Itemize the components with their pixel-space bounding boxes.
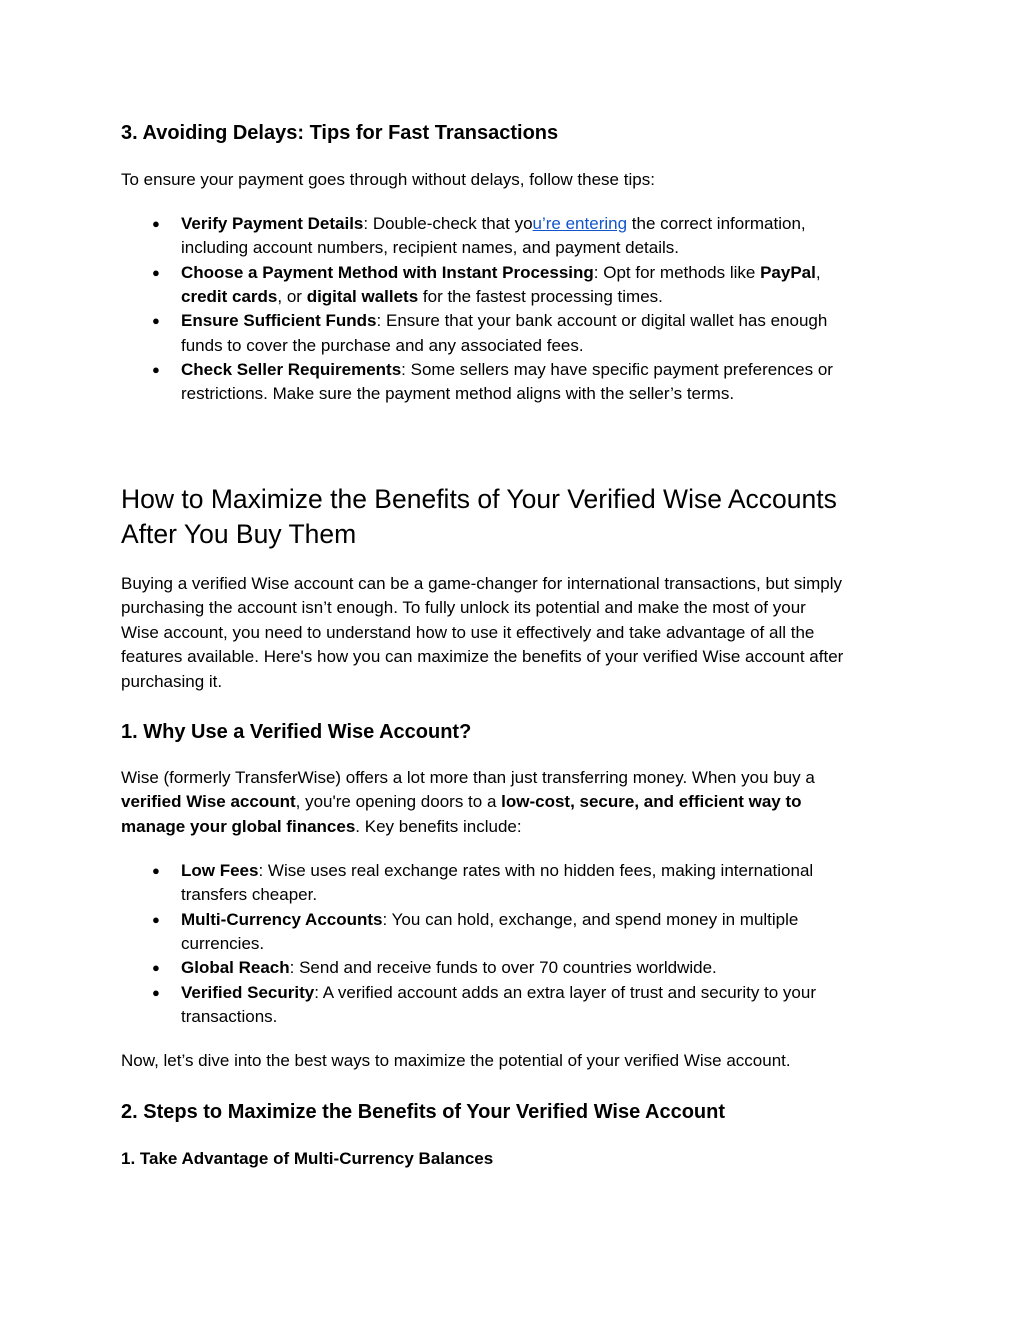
tip-title: Choose a Payment Method with Instant Processing: [181, 263, 594, 282]
bullet-icon: ●: [152, 313, 160, 328]
tip-continuation: including account numbers, recipient names, and payment details.: [181, 238, 680, 257]
why-paragraph-line: manage your global finances. Key benefits include:: [121, 817, 522, 836]
bullet-icon: ●: [152, 985, 160, 1000]
why-paragraph-line: Wise (formerly TransferWise) offers a lot more than just transferring money. When you buy a: [121, 768, 815, 787]
tip-choose-payment-method: Choose a Payment Method with Instant Processing: Opt for methods like PayPal,: [181, 263, 821, 282]
main-heading-line-1: How to Maximize the Benefits of Your Verified Wise Accounts: [121, 484, 837, 514]
section-heading-avoiding-delays: 3. Avoiding Delays: Tips for Fast Transactions: [121, 122, 559, 144]
bullet-icon: ●: [152, 912, 160, 927]
tip-title: Check Seller Requirements: [181, 360, 402, 379]
tip-ensure-sufficient-funds: Ensure Sufficient Funds: Ensure that your bank account or digital wallet has enough: [181, 311, 828, 330]
tip-title: Ensure Sufficient Funds: [181, 311, 377, 330]
bullet-icon: ●: [152, 863, 160, 878]
main-paragraph-line: Wise account, you need to understand how to use it effectively and take advantage of all the: [121, 623, 815, 642]
benefit-title: Low Fees: [181, 861, 259, 880]
main-paragraph-line: Buying a verified Wise account can be a game-changer for international transactions, but simply: [121, 574, 842, 593]
section-heading-why-use: 1. Why Use a Verified Wise Account?: [121, 721, 472, 743]
benefit-title: Global Reach: [181, 958, 290, 977]
benefit-title: Multi-Currency Accounts: [181, 910, 383, 929]
benefit-multi-currency: Multi-Currency Accounts: You can hold, exchange, and spend money in multiple: [181, 910, 799, 929]
benefit-continuation: transactions.: [181, 1007, 278, 1026]
bullet-icon: ●: [152, 362, 160, 377]
youre-entering-link[interactable]: u’re entering: [532, 214, 628, 233]
main-paragraph-line: purchasing it.: [121, 672, 223, 691]
benefit-low-fees: Low Fees: Wise uses real exchange rates with no hidden fees, making international: [181, 861, 814, 880]
benefit-title: Verified Security: [181, 983, 315, 1002]
why-paragraph-line: verified Wise account, you're opening doors to a low-cost, secure, and efficient way to: [121, 792, 802, 811]
bullet-icon: ●: [152, 960, 160, 975]
benefit-global-reach: Global Reach: Send and receive funds to over 70 countries worldwide.: [181, 958, 717, 977]
tip-verify-payment-details: Verify Payment Details: Double-check that you’re entering the correct information,: [181, 214, 806, 233]
tip-check-seller-requirements: Check Seller Requirements: Some sellers may have specific payment preferences or: [181, 360, 833, 379]
tips-intro: To ensure your payment goes through without delays, follow these tips:: [121, 170, 655, 189]
tip-continuation: funds to cover the purchase and any associated fees.: [181, 336, 584, 355]
main-paragraph-line: purchasing the account isn’t enough. To fully unlock its potential and make the most of your: [121, 598, 806, 617]
tip-continuation: restrictions. Make sure the payment method aligns with the seller’s terms.: [181, 384, 735, 403]
benefit-verified-security: Verified Security: A verified account adds an extra layer of trust and security to your: [181, 983, 817, 1002]
main-paragraph-line: features available. Here's how you can maximize the benefits of your verified Wise account after: [121, 647, 844, 666]
section-heading-steps: 2. Steps to Maximize the Benefits of Your Verified Wise Account: [121, 1101, 726, 1123]
tip-title: Verify Payment Details: [181, 214, 364, 233]
main-heading-line-2: After You Buy Them: [121, 519, 357, 549]
benefit-continuation: currencies.: [181, 934, 265, 953]
tip-continuation: credit cards, or digital wallets for the fastest processing times.: [181, 287, 663, 306]
bullet-icon: ●: [152, 216, 160, 231]
section-outro: Now, let’s dive into the best ways to maximize the potential of your verified Wise account.: [121, 1051, 791, 1070]
benefit-continuation: transfers cheaper.: [181, 885, 318, 904]
subheading-multi-currency-balances: 1. Take Advantage of Multi-Currency Balances: [121, 1149, 494, 1168]
bullet-icon: ●: [152, 265, 160, 280]
